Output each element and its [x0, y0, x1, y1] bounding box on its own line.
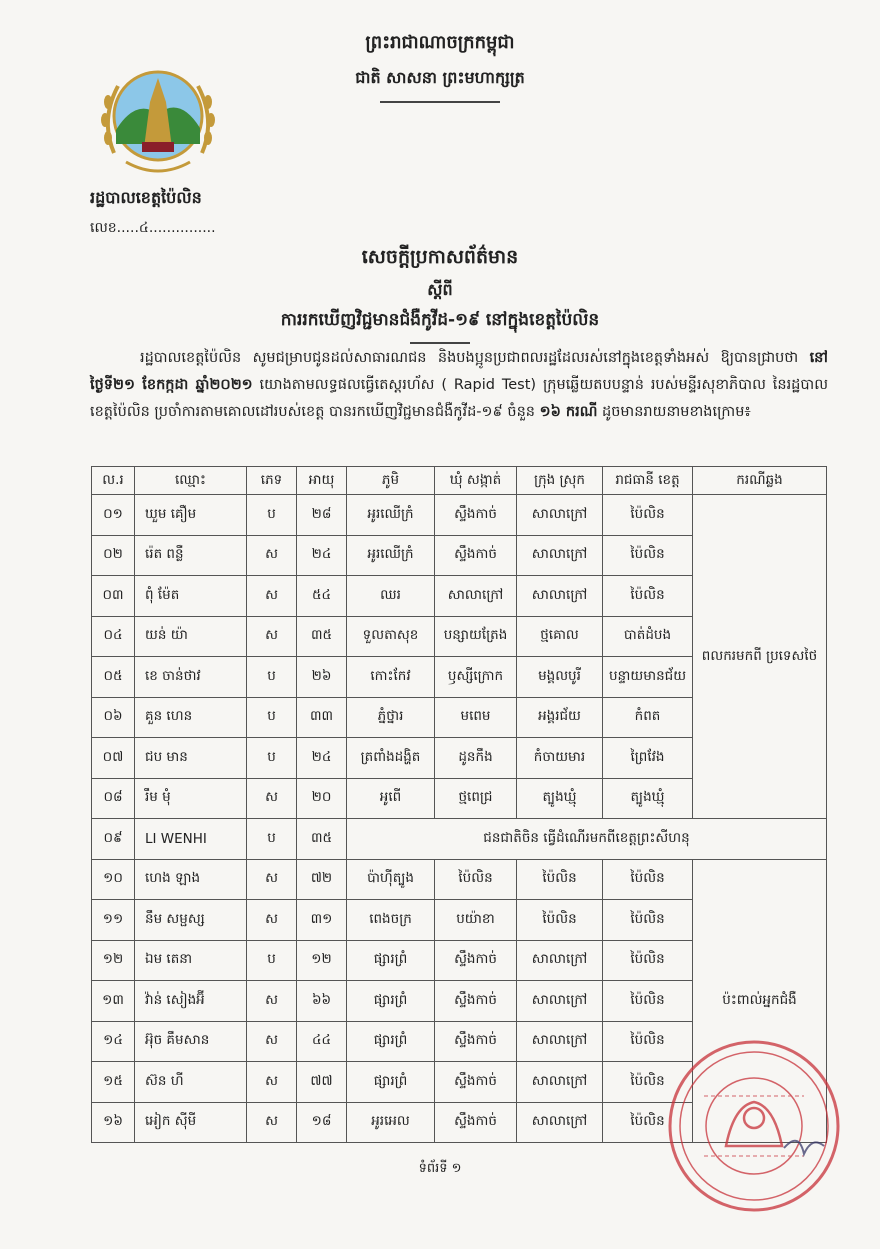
cell-province: ប៉ៃលិន [603, 981, 693, 1022]
cell-province: ប៉ៃលិន [603, 535, 693, 576]
cell-district: សាលាក្រៅ [517, 981, 603, 1022]
cell-age: ៧៧ [297, 1062, 347, 1103]
cell-name: LI WENHI [135, 819, 247, 860]
cell-sex: ប [247, 657, 297, 698]
issuing-office: រដ្ឋបាលខេត្តប៉ៃលិន [90, 188, 202, 207]
intro-text-3: ដូចមានរាយនាមខាងក្រោម៖ [597, 404, 751, 420]
cell-sex: ស [247, 576, 297, 617]
cell-province: ប៉ៃលិន [603, 859, 693, 900]
cell-case-type-group-1: ពលករមកពី ប្រទេសថៃ [693, 495, 827, 819]
header-ornament [380, 101, 500, 103]
cell-name: រឹម មុំ [135, 778, 247, 819]
table-row [92, 495, 827, 536]
col-header-commune: ឃុំ សង្កាត់ [435, 467, 517, 495]
cell-no: ១៤ [92, 1021, 135, 1062]
cell-village: ផ្សារព្រំ [347, 981, 435, 1022]
cell-no: ១២ [92, 940, 135, 981]
cell-sex: ស [247, 1102, 297, 1143]
cell-sex: ប [247, 819, 297, 860]
cell-no: ០៣ [92, 576, 135, 617]
cell-no: ០៨ [92, 778, 135, 819]
cell-village: ផ្សារព្រំ [347, 1021, 435, 1062]
cell-village: ត្រពាំងដង្ហិត [347, 738, 435, 779]
col-header-province: រាជធានី ខេត្ត [603, 467, 693, 495]
cell-age: ៦៦ [297, 981, 347, 1022]
cell-age: ២០ [297, 778, 347, 819]
cell-no: ១៥ [92, 1062, 135, 1103]
cell-village: ពេងចក្រ [347, 900, 435, 941]
page-number: ទំព័រទី ១ [418, 1161, 462, 1176]
cell-province: ប៉ៃលិន [603, 1062, 693, 1103]
cell-village: ផ្សារព្រំ [347, 1062, 435, 1103]
cell-province: ប៉ៃលិន [603, 900, 693, 941]
cell-province: ប៉ៃលិន [603, 495, 693, 536]
cell-province: ព្រៃវែង [603, 738, 693, 779]
cell-no: ១៦ [92, 1102, 135, 1143]
cell-province: ប៉ៃលិន [603, 1021, 693, 1062]
cell-commune: មពេម [435, 697, 517, 738]
cell-commune: ស្ទឹងកាច់ [435, 1102, 517, 1143]
cell-no: ០៦ [92, 697, 135, 738]
cell-sex: ប [247, 940, 297, 981]
cell-name: ស៊ន ហី [135, 1062, 247, 1103]
col-header-age: អាយុ [297, 467, 347, 495]
cell-sex: ស [247, 1062, 297, 1103]
cell-age: ៣៥ [297, 616, 347, 657]
intro-text-2: យោងតាមលទ្ធផលធ្វើតេស្តរហ័ស ( Rapid Test) ក្រុមឆ្លើយតបបន្ទាន់ របស់មន្ទីរសុខាភិបាល នៃរដ្ឋបាលខេត្តប៉ៃលិន ប្រចាំការតាមគោលដៅរបស់ខេត្ត បានរកឃើញវិជ្ជមានជំងឺកូវីដ-១៩ ចំនួន [90, 377, 828, 420]
cell-commune: ប៉ៃលិន [435, 859, 517, 900]
cell-age: ៧២ [297, 859, 347, 900]
cell-no: ០១ [92, 495, 135, 536]
cell-age: ៤៤ [297, 1021, 347, 1062]
cell-sex: ស [247, 616, 297, 657]
cell-no: ១៣ [92, 981, 135, 1022]
national-motto: ជាតិ សាសនា ព្រះមហាក្សត្រ [355, 68, 525, 87]
title-line-1: សេចក្តីប្រកាសព័ត៌មាន [361, 246, 519, 268]
cell-village: ផ្សារព្រំ [347, 940, 435, 981]
cell-district: ប៉ៃលិន [517, 900, 603, 941]
cell-district: ត្បូងឃ្មុំ [517, 778, 603, 819]
cell-commune: ស្ទឹងកាច់ [435, 940, 517, 981]
cell-district: សាលាក្រៅ [517, 535, 603, 576]
cell-name: រ៉េត ពន្លឺ [135, 535, 247, 576]
cell-commune: បយ៉ាខា [435, 900, 517, 941]
intro-text-1: រដ្ឋបាលខេត្តប៉ៃលិន សូមជម្រាបជូនដល់សាធារណជន និងបងប្អូនប្រជាពលរដ្ឋដែលរស់នៅក្នុងខេត្តទាំងអស់ ឱ្យបានជ្រាបថា [140, 350, 810, 366]
cell-district: សាលាក្រៅ [517, 1021, 603, 1062]
cell-age: ២៨ [297, 495, 347, 536]
cell-sex: ប [247, 738, 297, 779]
cell-age: ៥៤ [297, 576, 347, 617]
cell-sex: ស [247, 900, 297, 941]
cell-district: អង្គរជ័យ [517, 697, 603, 738]
reference-number: លេខ.....៤............... [90, 220, 216, 236]
official-stamp [664, 1036, 844, 1216]
col-header-no: ល.រ [92, 467, 135, 495]
cell-village: អូរអេល [347, 1102, 435, 1143]
title-line-3: ការរកឃើញវិជ្ជមានជំងឺកូវីដ-១៩ នៅក្នុងខេត្តប៉ៃលិន [280, 310, 600, 330]
cell-province: ប៉ៃលិន [603, 940, 693, 981]
col-header-name: ឈ្មោះ [135, 467, 247, 495]
cell-commune: សាលាក្រៅ [435, 576, 517, 617]
cell-commune: ស្ទឹងកាច់ [435, 535, 517, 576]
col-header-district: ក្រុង ស្រុក [517, 467, 603, 495]
cell-commune: ស្ទឹងកាច់ [435, 981, 517, 1022]
cell-no: ១០ [92, 859, 135, 900]
title-ornament [410, 342, 470, 344]
cell-province: ប៉ៃលិន [603, 1102, 693, 1143]
cell-no: ០៧ [92, 738, 135, 779]
cell-district: សាលាក្រៅ [517, 576, 603, 617]
cell-village: កោះកែវ [347, 657, 435, 698]
cell-name: ពុំ ម៉ែត [135, 576, 247, 617]
table-header-row [92, 467, 827, 495]
cell-name: អ៊ុច គឹមសាន [135, 1021, 247, 1062]
cell-no: ០៩ [92, 819, 135, 860]
cell-province: កំពត [603, 697, 693, 738]
cell-name: ជប មាន [135, 738, 247, 779]
cell-district: ប៉ៃលិន [517, 859, 603, 900]
cell-commune: ថ្មពេជ្រ [435, 778, 517, 819]
cell-district: សាលាក្រៅ [517, 940, 603, 981]
cell-province: បាត់ដំបង [603, 616, 693, 657]
cell-village: ប៉ាហ៊ីត្បូង [347, 859, 435, 900]
cell-age: ១២ [297, 940, 347, 981]
cell-name: ខេ ចាន់ថាវ [135, 657, 247, 698]
intro-count: ១៦ ករណី [539, 404, 598, 420]
kingdom-name: ព្រះរាជាណាចក្រកម្ពុជា [365, 32, 515, 53]
cell-sex: ស [247, 535, 297, 576]
cell-sex: ប [247, 697, 297, 738]
cell-age: ៣៣ [297, 697, 347, 738]
cell-age: ២៤ [297, 535, 347, 576]
cell-no: ០៥ [92, 657, 135, 698]
title-line-2: ស្តីពី [427, 280, 453, 299]
cell-village: ឈរ [347, 576, 435, 617]
cell-district: សាលាក្រៅ [517, 495, 603, 536]
col-header-village: ភូមិ [347, 467, 435, 495]
cell-no: ០២ [92, 535, 135, 576]
table-row [92, 819, 827, 860]
cell-sex: ស [247, 981, 297, 1022]
cell-age: ៣១ [297, 900, 347, 941]
cell-commune: ស្ទឹងកាច់ [435, 495, 517, 536]
cell-name: គួន ហេន [135, 697, 247, 738]
cell-age: ២៤ [297, 738, 347, 779]
cell-district: សាលាក្រៅ [517, 1062, 603, 1103]
cell-name: ហេង ឡាង [135, 859, 247, 900]
cell-name: អៀក ស៊ីមី [135, 1102, 247, 1143]
cell-commune: ស្ទឹងកាច់ [435, 1062, 517, 1103]
cell-name: នឹម សម្ផស្ស [135, 900, 247, 941]
cell-commune: ឫស្សីក្រោក [435, 657, 517, 698]
cell-district: កំចាយមារ [517, 738, 603, 779]
cell-age: ១៨ [297, 1102, 347, 1143]
announcement-title [0, 245, 880, 344]
cell-village: អូរឈើក្រំ [347, 535, 435, 576]
cell-district: ថ្មគោល [517, 616, 603, 657]
cell-village: អូរឈើក្រំ [347, 495, 435, 536]
cell-district: សាលាក្រៅ [517, 1102, 603, 1143]
cell-district: មង្គលបូរី [517, 657, 603, 698]
cell-name: យន់ យ៉ា [135, 616, 247, 657]
cell-row9-note: ជនជាតិចិន ធ្វើដំណើរមកពីខេត្តព្រះសីហនុ [347, 819, 827, 860]
intro-paragraph [90, 345, 828, 426]
cell-age: ៣៥ [297, 819, 347, 860]
cell-case-type-group-2: ប៉ះពាល់អ្នកជំងឺ [693, 859, 827, 1143]
cell-village: អូពើ [347, 778, 435, 819]
cell-sex: ស [247, 859, 297, 900]
cell-name: ឃួម គឿម [135, 495, 247, 536]
cell-village: ភ្នំថ្នារ [347, 697, 435, 738]
col-header-sex: ភេទ [247, 467, 297, 495]
cell-province: ត្បូងឃ្មុំ [603, 778, 693, 819]
cell-no: ០៤ [92, 616, 135, 657]
cell-name: ឯម តេនា [135, 940, 247, 981]
cell-age: ២៦ [297, 657, 347, 698]
cell-village: ទួលតាសុខ [347, 616, 435, 657]
col-header-case-type: ករណីឆ្លង [693, 467, 827, 495]
cell-sex: ប [247, 495, 297, 536]
cell-sex: ស [247, 1021, 297, 1062]
cell-province: បន្ទាយមានជ័យ [603, 657, 693, 698]
provincial-seal-logo [96, 58, 220, 182]
cell-name: វ៉ាន់ សៀងអ៊ី [135, 981, 247, 1022]
cell-province: ប៉ៃលិន [603, 576, 693, 617]
cell-sex: ស [247, 778, 297, 819]
table-row [92, 859, 827, 900]
cell-no: ១១ [92, 900, 135, 941]
intro-date: នៅថ្ងៃទី២១ ខែកក្កដា ឆ្នាំ២០២១ [90, 350, 828, 393]
cell-commune: ដូនកឹង [435, 738, 517, 779]
cell-commune: ស្ទឹងកាច់ [435, 1021, 517, 1062]
cell-commune: បន្សាយត្រែង [435, 616, 517, 657]
